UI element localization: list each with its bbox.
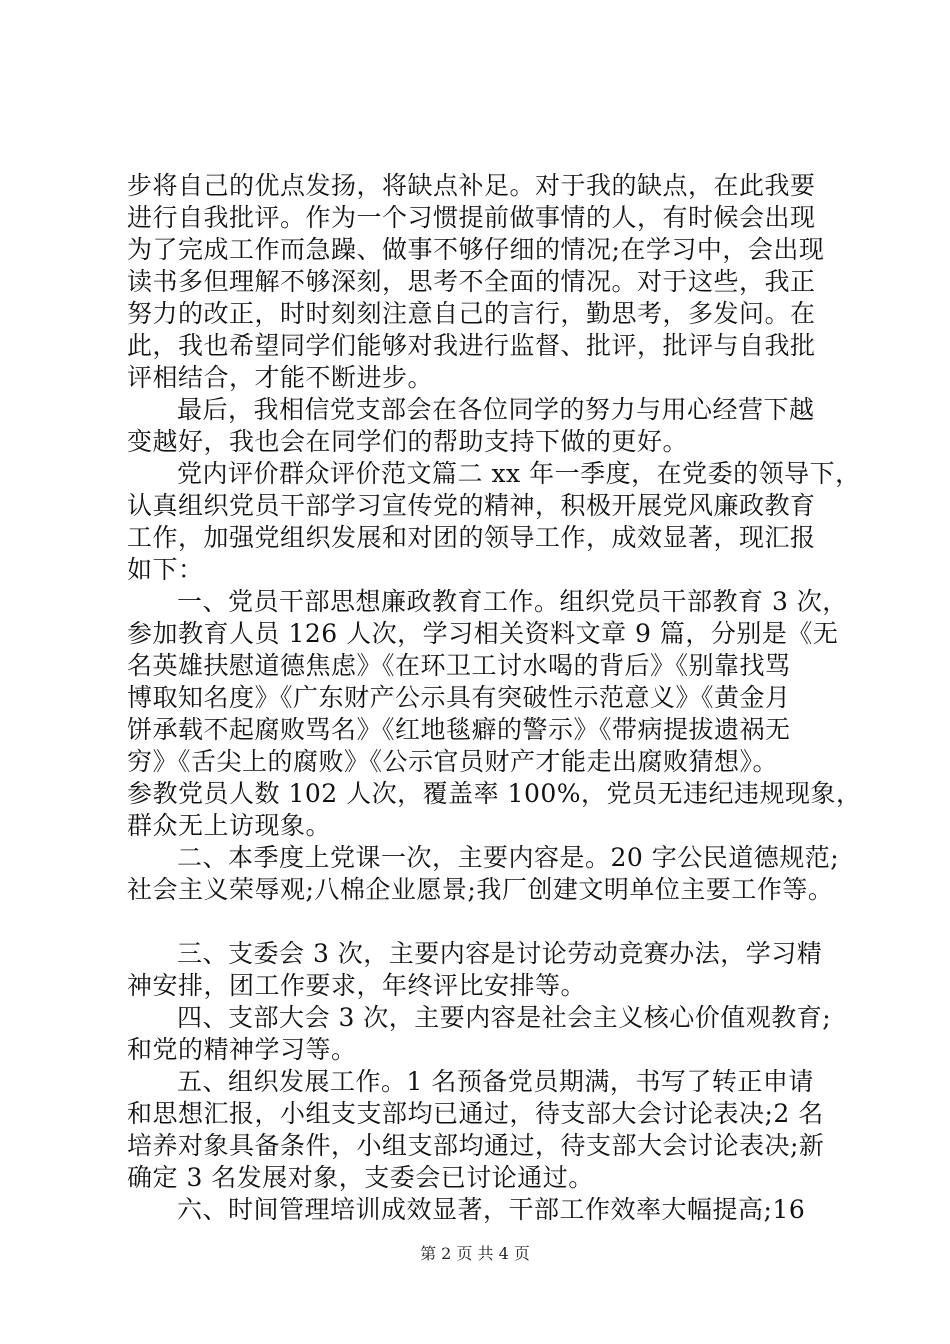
text-line: 确定 3 名发展对象，支委会已讨论通过。 — [127, 1163, 594, 1192]
paragraph-start-line: 党内评价群众评价范文篇二 xx 年一季度，在党委的领导下， — [177, 459, 861, 488]
paragraph-start-line: 四、支部大会 3 次，主要内容是社会主义核心价值观教育; — [177, 1003, 832, 1032]
paragraph-start-line: 二、本季度上党课一次，主要内容是。20 字公民道德规范; — [177, 843, 840, 872]
text-line: 参加教育人员 126 人次，学习相关资料文章 9 篇，分别是《无 — [127, 619, 839, 648]
paragraph-start-line: 五、组织发展工作。1 名预备党员期满，书写了转正申请 — [177, 1067, 814, 1096]
text-line: 步将自己的优点发扬，将缺点补足。对于我的缺点，在此我要 — [127, 171, 816, 200]
text-line: 变越好，我也会在同学们的帮助支持下做的更好。 — [127, 427, 689, 456]
text-line: 博取知名度》《广东财产公示具有突破性示范意义》《黄金月 — [127, 683, 791, 712]
text-line: 和思想汇报，小组支支部均已通过，待支部大会讨论表决;2 名 — [127, 1099, 824, 1128]
paragraph-start-line: 三、支委会 3 次，主要内容是讨论劳动竞赛办法，学习精 — [177, 939, 823, 968]
text-line: 参教党员人数 102 人次，覆盖率 100%，党员无违纪违规现象， — [127, 779, 862, 808]
text-line: 培养对象具备条件，小组支部均通过，待支部大会讨论表决;新 — [127, 1131, 825, 1160]
paragraph-start-line: 六、时间管理培训成效显著，干部工作效率大幅提高;16 — [177, 1195, 806, 1224]
document-body — [127, 170, 862, 1226]
text-line: 此，我也希望同学们能够对我进行监督、批评，批评与自我批 — [127, 331, 816, 360]
paragraph-start-line: 最后，我相信党支部会在各位同学的努力与用心经营下越 — [177, 395, 815, 424]
text-line: 社会主义荣辱观;八棉企业愿景;我厂创建文明单位主要工作等。 — [127, 875, 834, 904]
text-line: 进行自我批评。作为一个习惯提前做事情的人，有时候会出现 — [127, 203, 816, 232]
text-line: 如下： — [127, 555, 204, 584]
text-line: 读书多但理解不够深刻，思考不全面的情况。对于这些，我正 — [127, 267, 816, 296]
text-line: 评相结合，才能不断进步。 — [127, 363, 434, 392]
blank-line — [127, 906, 827, 938]
text-line: 名英雄扶慰道德焦虑》《在环卫工讨水喝的背后》《别靠找骂 — [127, 651, 791, 680]
text-line: 工作，加强党组织发展和对团的领导工作，成效显著，现汇报 — [127, 523, 816, 552]
text-line: 努力的改正，时时刻刻注意自己的言行，勤思考，多发问。在 — [127, 299, 816, 328]
text-line: 和党的精神学习等。 — [127, 1035, 357, 1064]
text-line: 认真组织党员干部学习宣传党的精神，积极开展党风廉政教育 — [127, 491, 816, 520]
page-number-footer: 第 2 页 共 4 页 — [420, 1244, 530, 1263]
text-line: 穷》《舌尖上的腐败》《公示官员财产才能走出腐败猜想》。 — [127, 747, 779, 776]
text-line: 为了完成工作而急躁、做事不够仔细的情况;在学习中，会出现 — [127, 235, 825, 264]
text-line: 群众无上访现象。 — [127, 811, 332, 840]
text-line: 饼承载不起腐败骂名》《红地毯癖的警示》《带病提拔遗祸无 — [127, 715, 791, 744]
text-line: 神安排，团工作要求，年终评比安排等。 — [127, 971, 587, 1000]
paragraph-start-line: 一、党员干部思想廉政教育工作。组织党员干部教育 3 次， — [177, 587, 848, 616]
